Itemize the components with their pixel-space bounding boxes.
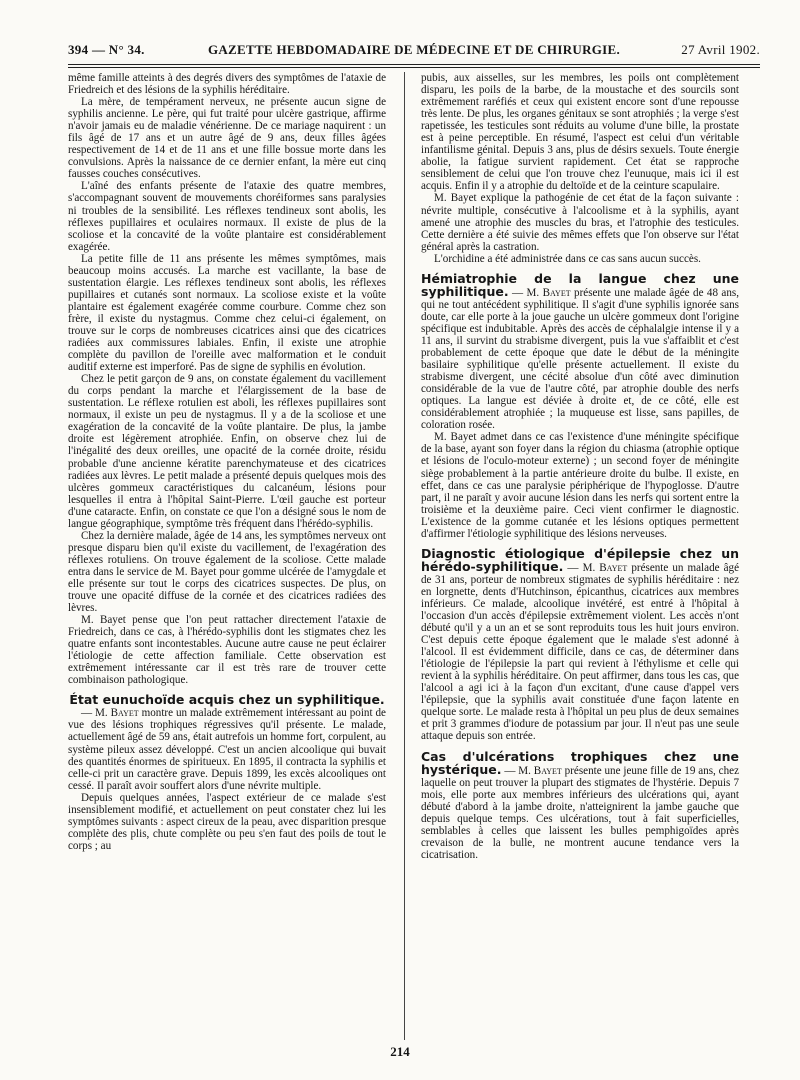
paragraph: L'aîné des enfants présente de l'ataxie des quatre membres, s'accompagnant souvent de mouvements choréiformes sans paralysies ni troubles de la sensibilité. Les réflexes tendineux sont abolis, les réflexes pupillaires et oculaires normaux. Il existe de plus de la scoliose et la concavité de la voûte plantaire est considérablement exagérée. [68, 180, 386, 253]
paragraph: L'orchidine a été administrée dans ce cas sans aucun succès. [434, 252, 701, 265]
text-body: présente une jeune fille de 19 ans, chez laquelle on peut trouver la plupart des stigmates de l'hystérie. Depuis 7 mois, elle porte aux membres inférieurs des ulcérations qui, ayant débuté d'abord à la jambe droite, n'atteignirent la jambe gauche que depuis quelque temps. Ces ulcérations, tout à fait superficielles, semblables à celles que laissent les bulles pemphigoïdes après crevaison de la bulle, ne montrent aucune tendance vers la cicatrisation. [421, 764, 739, 861]
column-divider [404, 72, 405, 1040]
section-heading-eunuchoid: État eunuchoïde acquis chez un syphilitique. [69, 692, 385, 708]
text-prefix: — M. [81, 707, 111, 720]
page-number-label: 394 — N° 34. [68, 42, 145, 57]
left-column [68, 72, 386, 1040]
section-heading-hysteria: Cas d'ulcérations trophiques chez une hystérique. [421, 748, 739, 777]
journal-title: GAZETTE HEBDOMADAIRE DE MÉDECINE ET DE CHIRURGIE. [207, 42, 621, 57]
author-name: Bayet [533, 764, 562, 777]
paragraph: même famille atteints à des degrés divers des symptômes de l'ataxie de Friedreich et des lésions de la syphilis héréditaire. [68, 72, 386, 97]
page-header [68, 40, 760, 60]
section-heading-epilepsy: Diagnostic étiologique d'épilepsie chez un hérédo-syphilitique. [421, 545, 739, 574]
section-heading-hemiatrophy: Hémiatrophie de la langue chez une syphilitique. [421, 270, 739, 299]
right-column [421, 72, 739, 1040]
paragraph [421, 270, 739, 432]
paragraph: M. Bayet pense que l'on peut rattacher directement l'ataxie de Friedreich, dans ce cas, à l'hérédo-syphilis dont les stigmates chez les quatre enfants sont incontestables. Aucune autre cause ne peut éclairer l'étiologie de cette affection familiale. Cette observation est extrêmement intéressante car il est très rare de trouver cette combinaison pathologique. [68, 614, 386, 687]
text-body: montre un malade extrêmement intéressant au point de vue des lésions trophiques régressives qu'il présente. Le malade, actuellement âgé de 59 ans, était autrefois un homme fort, corpulent, au système pileux assez développé. C'est un ancien alcoolique qui buvait des quantités énormes de spiritueux. En 1895, il contracta la syphilis et celle-ci prit un caractère grave. Depuis 1899, les excès alcooliques ont cessé. Il paraît avoir souffert alors d'une névrite multiple. [68, 707, 386, 792]
author-name: Bayet [599, 561, 628, 574]
header-rule-top [68, 64, 760, 65]
author-name: Bayet [542, 286, 571, 299]
paragraph: pubis, aux aisselles, sur les membres, les poils ont complètement disparu, les poils de la barbe, de la moustache et des sourcils sont extrêmement raréfiés et ceux qui existent encore sont d'une repousse très lente. De plus, les organes génitaux se sont atrophiés ; la verge s'est rapetissée, les testicules sont réduits au volume d'une bille, la prostate est à peine perceptible. En résumé, l'aspect est celui d'un véritable infantilisme génital. Depuis 3 ans, plus de désirs sexuels. Toute énergie abolie, la fatigue survient rapidement. Cet état se rapproche sensiblement de celui que l'on trouve chez l'eunuque, mais ici il est acquis. Enfin il y a atrophie du deltoïde et de la ceinture scapulaire. [421, 72, 739, 193]
paragraph [421, 748, 739, 861]
paragraph: M. Bayet admet dans ce cas l'existence d'une méningite spécifique de la base, ayant son foyer dans la région du chiasma (atrophie optique et lésions de l'oculo-moteur externe) ; un second foyer de méningite siège probablement à la partie antérieure droite du bulbe. Il existe, en effet, dans ce cas une paralysie périphérique de l'hypoglosse. D'autre part, il ne paraît y avoir aucune lésion dans les nerfs qui sortent entre la troisième et la deuxième paire. Ceci vient confirmer le diagnostic. L'existence de la gomme cutanée et les lésions optiques permettent d'affirmer l'étiologie syphilitique des lésions nerveuses. [421, 431, 739, 540]
paragraph: Chez la dernière malade, âgée de 14 ans, les symptômes nerveux ont presque disparu bien qu'il existe du vacillement, de l'exagération des réflexes rotuliens. On trouve également de la scoliose. Cette malade entra dans le service de M. Bayet pour gomme ulcérée de l'amygdale et elle présente sur tout le corps des cicatrices suspectes. De plus, on trouve une opacité diffuse de la cornée et des cicatrices radiées des lèvres. [68, 529, 386, 615]
paragraph [421, 545, 739, 743]
text-body: présente une malade âgée de 48 ans, qui ne tout antécédent syphilitique. Il s'agit d'une syphilis ignorée sans doute, car elle porte à la joue gauche un ulcère gommeux dont l'origine spécifique est indubitable. Après des accès de céphalalgie intense il y a 11 ans, il survint du strabisme divergent, puis la vue s'affaiblit et c'est probablement de cette époque que date le début de la méningite basilaire syphilitique qu'elle présente actuellement. Il existe du strabisme divergent, une cécité absolue d'un côté avec diminution considérable de la vue de l'autre côté, par atrophie double des nerfs optiques. La langue est déviée à droite et, de ce côté, elle est considérablement atrophiée ; la muqueuse est lisse, sans papilles, de coloration rosée. [421, 286, 739, 432]
issue-date: 27 Avril 1902. [681, 42, 760, 57]
paragraph: M. Bayet explique la pathogénie de cet état de la façon suivante : névrite multiple, consécutive à l'alcoolisme et à la syphilis, ayant amené une atrophie des muscles du bras, et l'atrophie des testicules. Cette dernière a été suivie des mêmes effets que l'on observe sur l'état général après la castration. [421, 192, 739, 253]
header-rule-bottom [68, 67, 760, 68]
page-footer-number: 214 [390, 1044, 410, 1059]
text-body: présente un malade âgé de 31 ans, porteur de nombreux stigmates de syphilis héréditaire : nez en lorgnette, dents d'Hutchinson, épicanthus, cicatrices aux membres inférieurs. Ce malade, alcoolique invétéré, est entré à l'hôpital à l'occasion d'un accès d'épilepsie extrêmement violent. Les accès n'ont débuté qu'il y a un an et se sont reproduits tous les huit jours environ. C'est depuis cette époque également que le malade s'est adonné à l'alcool. Il est évidemment difficile, dans ce cas, de déterminer dans l'étiologie de l'épilepsie la part qui revient à l'éthylisme et celle qui revient à la syphilis héréditaire. On peut affirmer, dans tous les cas, que l'alcool a agi ici à la façon d'un excitant, d'une cause d'appel vers l'épilepsie, que la syphilis avait constituée d'une façon latente en quelque sorte. Le malade resta à l'hôpital un peu plus de deux semaines et prit 3 grammes d'iodure de potassium par jour. Il n'eut pas une seule attaque depuis son entrée. [421, 561, 739, 743]
paragraph: La petite fille de 11 ans présente les mêmes symptômes, mais beaucoup moins accusés. La marche est vacillante, la base de sustentation élargie. Les réflexes tendineux sont abolis, les réflexes pupillaires et cutanés sont normaux. La scoliose existe et la voûte plantaire est également exagérée comme courbure. Comme chez son frère, il existe du nystagmus. Comme chez celui-ci également, on trouve sur le corps de nombreuses cicatrices ainsi que des cicatrices radiées aux commissures labiales. Enfin, il existe une atrophie complète du pavillon de l'oreille avec malformation et le conduit auditif externe est imperforé. Pas de signe de syphilis en évolution. [68, 252, 386, 374]
paragraph: Depuis quelques années, l'aspect extérieur de ce malade s'est insensiblement modifié, et actuellement on peut constater chez lui les symptômes suivants : aspect cireux de la peau, avec disparition presque complète des plis, chute complète ou peu s'en faut des poils de tout le corps ; au [68, 791, 386, 852]
author-name: Bayet [110, 707, 139, 720]
paragraph: La mère, de tempérament nerveux, ne présente aucun signe de syphilis ancienne. Le père, qui fut traité pour ulcère gastrique, affirme n'avoir jamais eu de maladie vénérienne. De ce mariage naquirent : un fils âgé de 17 ans et un autre âgé de 9 ans, deux filles âgées respectivement de 14 et de 11 ans et une fille bossue morte dans les convulsions. Après la naissance de ce dernier enfant, la mère eut cinq fausses couches consécutives. [68, 96, 386, 181]
text-prefix: — M. [563, 561, 600, 574]
paragraph: Chez le petit garçon de 9 ans, on constate également du vacillement du corps pendant la marche et l'élargissement de la base de sustentation. Le réflexe rotulien est aboli, les réflexes pupillaires sont normaux, il existe un peu de nystagmus. Il y a de la scoliose et une exagération de la concavité de la voûte plantaire. De plus, la jambe droite est légèrement atrophiée. Enfin, on observe chez lui de l'inégalité des deux oreilles, une opacité de la cornée droite, résidu probable d'une ancienne kératite parenchymateuse et des cicatrices radiées aux lèvres. Le petit malade a présenté depuis quelques mois des ulcères gommeux caractéristiques du calcanéum, lésions pour lesquelles il entra à l'hôpital Saint-Pierre. L'œil gauche est porteur d'une cataracte. Enfin, on constate ce que l'on a désigné sous le nom de langue géographique, symptôme très fréquent dans l'hérédo-syphilis. [68, 373, 386, 530]
text-prefix: — M. [508, 286, 543, 299]
paragraph [68, 707, 386, 791]
text-prefix: — M. [501, 764, 534, 777]
